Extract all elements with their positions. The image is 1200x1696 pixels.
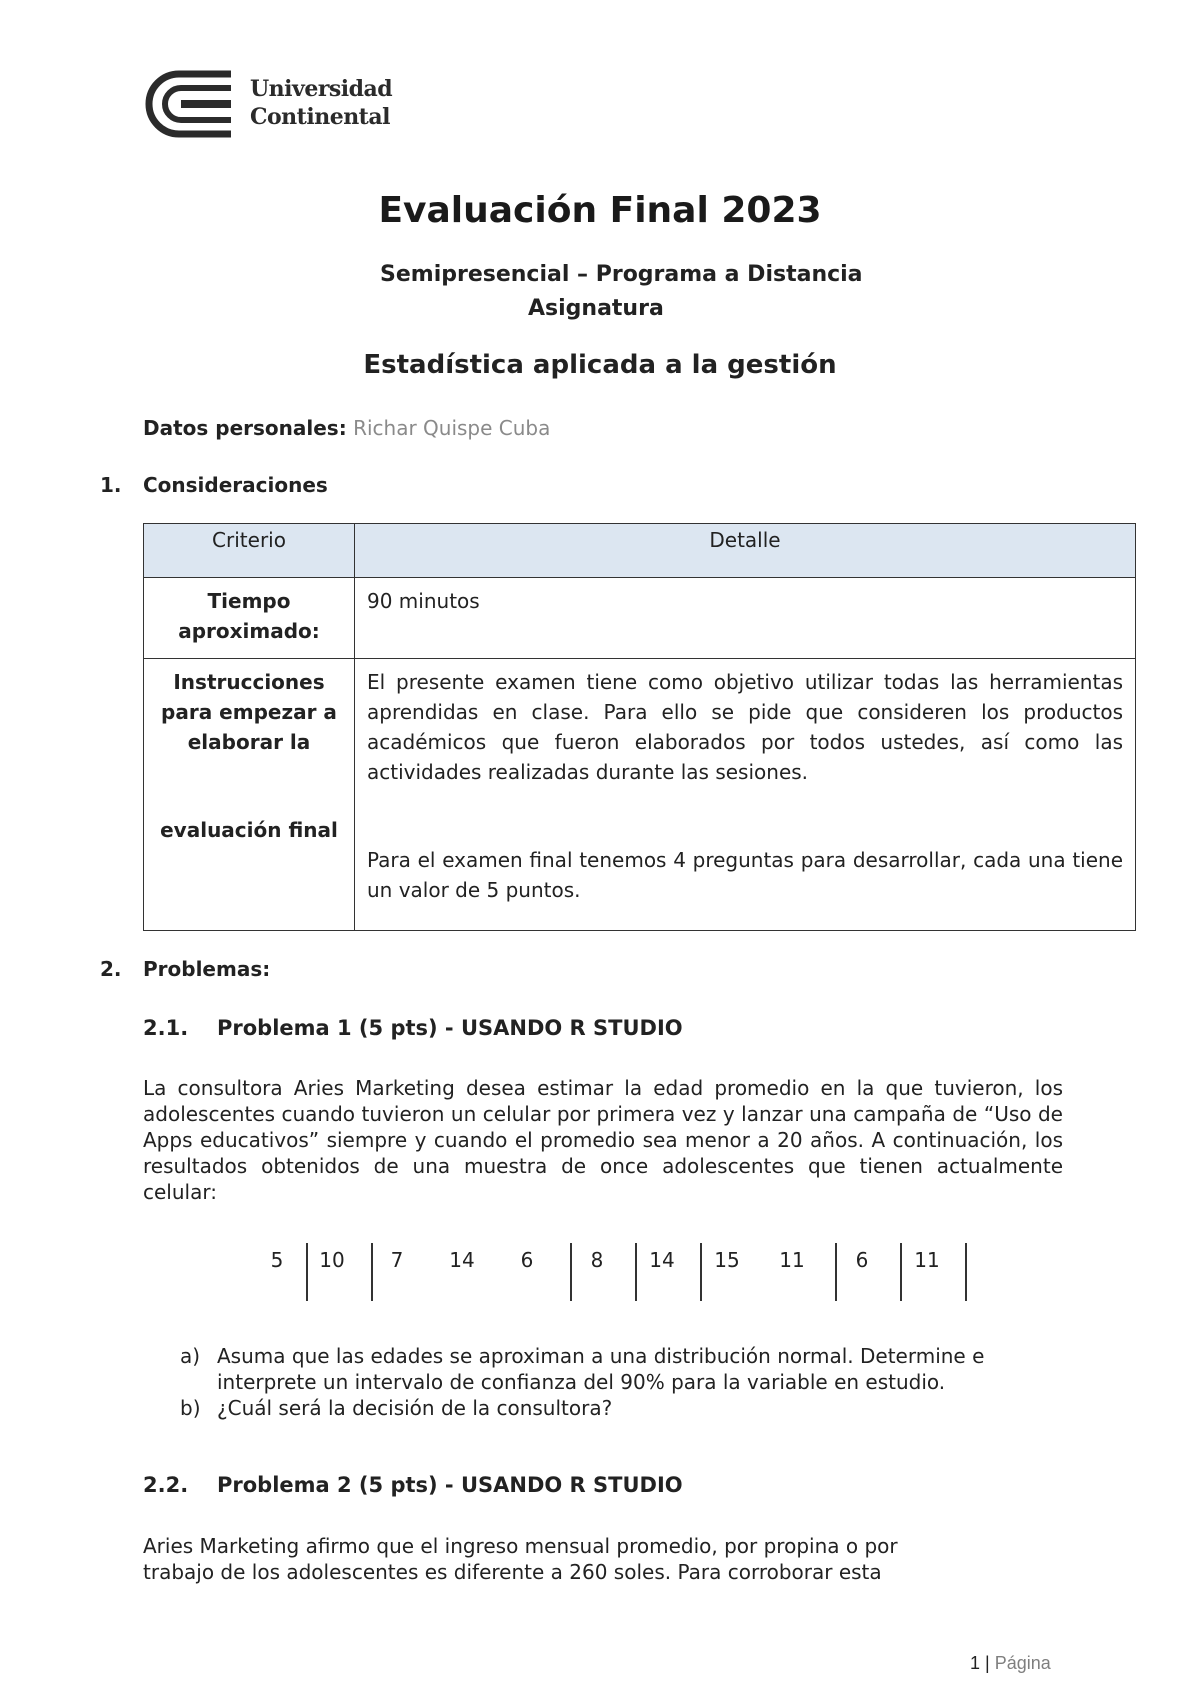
detail-cell: 90 minutos [355,578,1136,659]
data-value-cell: 7 [390,1248,404,1272]
problem-1-questions [180,1343,1060,1421]
detail-text-b: Para el examen final tenemos 4 preguntas para desarrollar, cada una tiene un valor de 5 puntos. [367,848,1123,902]
problem-number: 2.1. [143,1016,189,1040]
detail-cell [355,659,1136,931]
page-title: Evaluación Final 2023 [378,190,822,231]
table-header-criterio: Criterio [144,524,355,578]
data-separator-line [835,1243,837,1301]
list-item [180,1395,1060,1421]
table-header-row [144,524,1136,578]
problem-1-heading [143,1016,683,1040]
problem-number: 2.2. [143,1473,189,1497]
data-value-cell: 5 [270,1248,284,1272]
problem-2-text-line1: Aries Marketing afirmo que el ingreso mensual promedio, por propina o por [143,1534,898,1558]
criterion-cell [144,659,355,931]
personal-data-label: Datos personales: [143,416,347,440]
section-heading-problems [100,957,270,981]
section-title: Consideraciones [143,473,328,497]
data-value-cell: 10 [319,1248,345,1272]
problem-2-heading [143,1473,683,1497]
data-value-cell: 11 [914,1248,940,1272]
course-title: Estadística aplicada a la gestión [363,350,837,380]
data-value-cell: 14 [449,1248,475,1272]
section-number: 2. [100,957,122,981]
personal-data-value: Richar Quispe Cuba [353,416,551,440]
detail-text-a: El presente examen tiene como objetivo utilizar todas las herramientas aprendidas en clase. Para ello se pide que consideren los productos académicos que fueron elaborados por todos ustedes, así como las actividades realizadas durante las sesiones. [367,670,1123,784]
page-number: 1 [970,1653,981,1673]
data-value-cell: 6 [855,1248,869,1272]
footer-separator: | [985,1653,990,1673]
data-value-cell: 8 [590,1248,604,1272]
data-separator-line [700,1243,702,1301]
data-value-cell: 15 [714,1248,740,1272]
considerations-table [143,523,1136,931]
data-value-cell: 14 [649,1248,675,1272]
data-separator-line [635,1243,637,1301]
section-heading-considerations [100,473,328,497]
problem-2-text [143,1533,898,1585]
data-value-cell: 11 [779,1248,805,1272]
section-title: Problemas: [143,957,271,981]
subtitle-asignatura: Asignatura [528,296,664,321]
data-separator-line [965,1243,967,1301]
section-number: 1. [100,473,122,497]
list-text: Asuma que las edades se aproximan a una distribución normal. Determine e interprete un intervalo de confianza del 90% para la variable en estudio. [217,1344,985,1394]
list-marker: a) [180,1344,201,1368]
table-header-detalle: Detalle [355,524,1136,578]
table-row [144,659,1136,931]
logo-text-line1: Universidad [250,76,393,102]
university-logo-icon [143,70,233,138]
list-marker: b) [180,1396,201,1420]
data-separator-line [371,1243,373,1301]
problem-1-text: La consultora Aries Marketing desea estimar la edad promedio en la que tuvieron, los adolescentes cuando tuvieron un celular por primera vez y lanzar una campaña de “Uso de Apps educativos” siempre y cuando el promedio sea menor a 20 años. A continuación, los resultados obtenidos de una muestra de once adolescentes que tienen actualmente celular: [143,1076,1063,1204]
criterion-cell: Tiempo aproximado: [144,578,355,659]
problem-2-text-line2: trabajo de los adolescentes es diferente a 260 soles. Para corroborar esta [143,1560,882,1584]
data-value-cell: 6 [520,1248,534,1272]
data-separator-line [570,1243,572,1301]
data-separator-line [306,1243,308,1301]
personal-data [143,416,550,440]
logo-text-line2: Continental [250,104,390,130]
criterion-text-a: Instrucciones para empezar a elaborar la [161,670,337,754]
page-footer [970,1653,1051,1674]
problem-title: Problema 2 (5 pts) - USANDO R STUDIO [217,1473,683,1497]
criterion-text-b: evaluación final [160,818,338,842]
subtitle-modality: Semipresencial – Programa a Distancia [380,262,863,287]
table-row [144,578,1136,659]
list-text: ¿Cuál será la decisión de la consultora? [217,1396,613,1420]
list-item [180,1343,1060,1395]
problem-title: Problema 1 (5 pts) - USANDO R STUDIO [217,1016,683,1040]
data-separator-line [900,1243,902,1301]
page-label: Página [994,1653,1051,1673]
